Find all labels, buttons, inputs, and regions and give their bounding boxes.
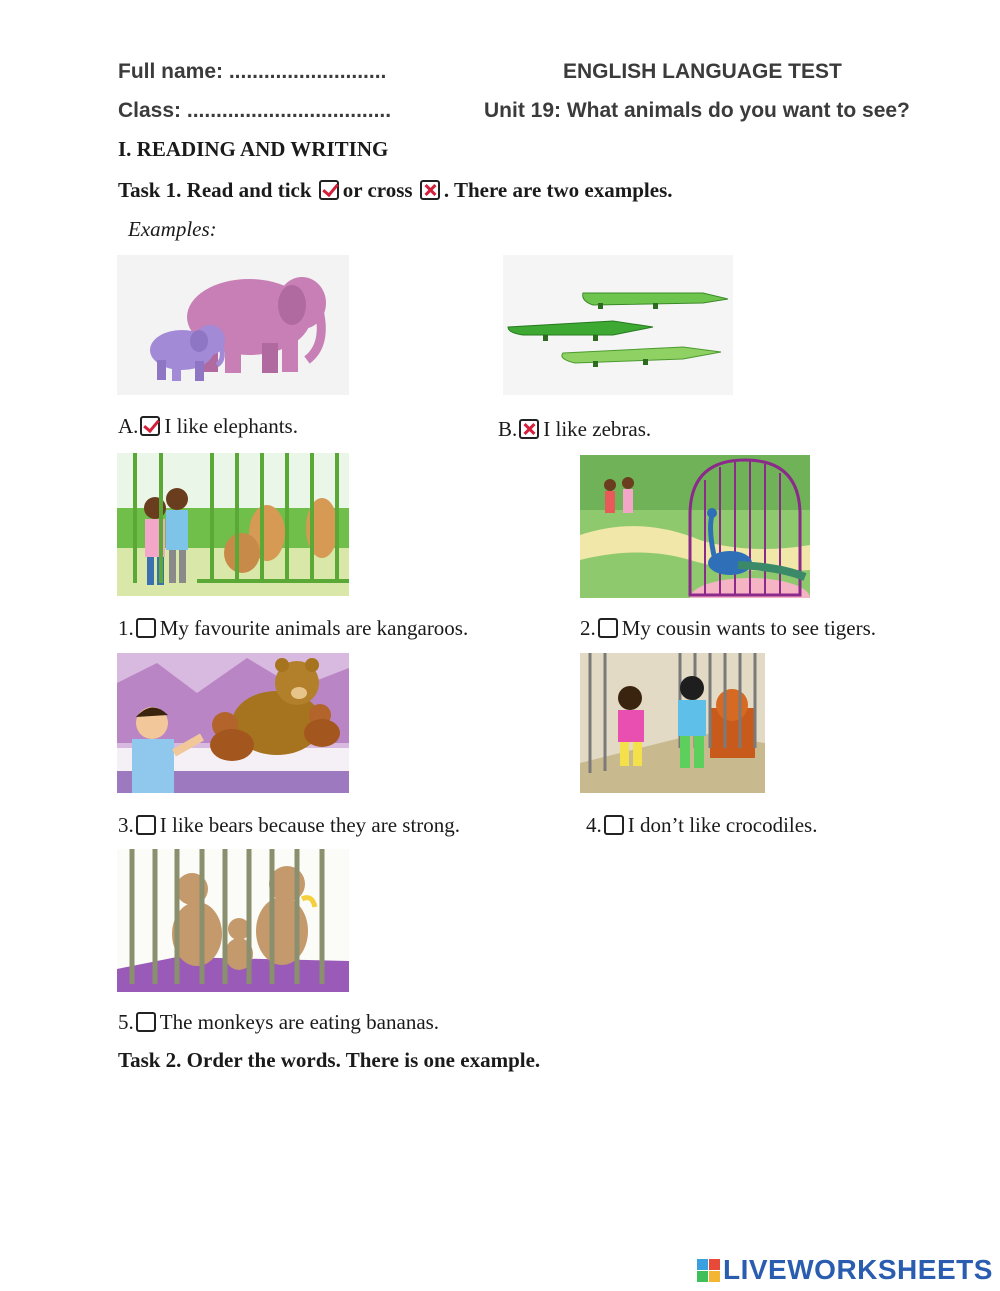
liveworksheets-logo[interactable]	[697, 1254, 993, 1286]
tick-icon	[319, 180, 339, 200]
answer-checkbox-3[interactable]	[136, 815, 156, 835]
kangaroos-picture	[117, 453, 349, 596]
test-title: ENGLISH LANGUAGE TEST	[563, 60, 842, 83]
item-2-text: My cousin wants to see tigers.	[621, 616, 877, 640]
task2-title: Task 2. Order the words. There is one example.	[118, 1048, 541, 1072]
full-name-field: Full name: ...........................	[118, 60, 387, 83]
answer-checkbox-5[interactable]	[136, 1012, 156, 1032]
logo-blocks-icon	[697, 1259, 720, 1282]
class-field: Class: ...................................	[118, 99, 392, 122]
item-5-text: The monkeys are eating bananas.	[159, 1010, 440, 1034]
monkeys-picture	[117, 849, 349, 992]
item-4-label: 4.	[586, 813, 602, 837]
elephants-picture	[117, 255, 349, 395]
item-3-text: I like bears because they are strong.	[159, 813, 461, 837]
item-3	[118, 813, 460, 838]
unit-title: Unit 19: What animals do you want to see?	[484, 99, 910, 122]
item-2	[580, 616, 876, 641]
item-1-text: My favourite animals are kangaroos.	[159, 616, 469, 640]
tick-icon	[140, 416, 160, 436]
tiger-picture	[580, 653, 765, 793]
item-2-label: 2.	[580, 616, 596, 640]
item-b-text: I like zebras.	[543, 417, 652, 441]
item-1	[118, 616, 468, 641]
crocodiles-picture	[503, 255, 733, 395]
brand-name: LIVEWORKSHEETS	[723, 1254, 993, 1285]
peacock-picture	[580, 455, 810, 598]
item-a	[118, 414, 298, 439]
bears-picture	[117, 653, 349, 793]
item-b-label: B.	[498, 417, 518, 441]
cross-icon	[420, 180, 440, 200]
cross-icon	[519, 419, 539, 439]
item-1-label: 1.	[118, 616, 134, 640]
item-4-text: I don’t like crocodiles.	[627, 813, 818, 837]
task1-intro-part3: . There are two examples.	[443, 178, 673, 202]
examples-label: Examples:	[128, 217, 217, 241]
item-a-label: A.	[118, 414, 139, 438]
answer-checkbox-1[interactable]	[136, 618, 156, 638]
answer-checkbox-4[interactable]	[604, 815, 624, 835]
section-title: I. READING AND WRITING	[118, 137, 389, 161]
task1-instructions	[118, 178, 673, 203]
task1-intro-part2: or cross	[342, 178, 413, 202]
task1-intro-part1: Task 1. Read and tick	[118, 178, 312, 202]
answer-checkbox-2[interactable]	[598, 618, 618, 638]
item-5-label: 5.	[118, 1010, 134, 1034]
item-3-label: 3.	[118, 813, 134, 837]
item-4	[586, 813, 817, 838]
item-5	[118, 1010, 439, 1035]
item-a-text: I like elephants.	[164, 414, 298, 438]
item-b	[498, 417, 651, 442]
